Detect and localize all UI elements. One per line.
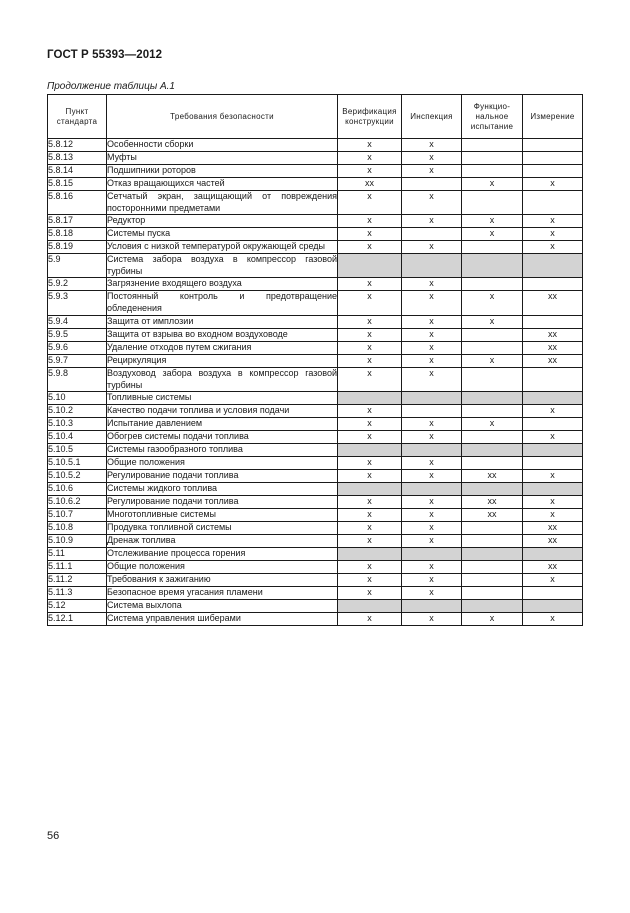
requirement-text-cell: Рециркуляция	[107, 354, 338, 367]
functional-test-cell: x	[462, 613, 523, 626]
requirement-text-cell: Воздуховод забора воздуха в компрессор газовой турбины	[107, 367, 338, 391]
design-verification-cell	[338, 392, 402, 405]
inspection-cell	[402, 228, 462, 241]
functional-test-cell	[462, 367, 523, 391]
requirement-text-cell: Испытание давлением	[107, 418, 338, 431]
table-row	[48, 241, 583, 254]
functional-test-cell: x	[462, 228, 523, 241]
clause-number-cell: 5.9.8	[48, 367, 107, 391]
table-row	[48, 522, 583, 535]
functional-test-cell	[462, 535, 523, 548]
requirement-text-cell: Дренаж топлива	[107, 535, 338, 548]
clause-number-cell: 5.11	[48, 548, 107, 561]
inspection-cell: x	[402, 354, 462, 367]
measurement-cell: xx	[523, 535, 583, 548]
inspection-cell: x	[402, 315, 462, 328]
functional-test-cell	[462, 241, 523, 254]
clause-number-cell: 5.9.4	[48, 315, 107, 328]
table-row	[48, 152, 583, 165]
measurement-cell	[523, 152, 583, 165]
inspection-cell: x	[402, 241, 462, 254]
clause-number-cell: 5.11.2	[48, 574, 107, 587]
inspection-cell: x	[402, 431, 462, 444]
design-verification-cell: x	[338, 405, 402, 418]
inspection-cell: x	[402, 328, 462, 341]
requirement-text-cell: Топливные системы	[107, 392, 338, 405]
clause-number-cell: 5.10.5	[48, 444, 107, 457]
functional-test-cell: x	[462, 178, 523, 191]
inspection-cell: x	[402, 509, 462, 522]
table-row	[48, 354, 583, 367]
measurement-cell	[523, 457, 583, 470]
requirement-text-cell: Общие положения	[107, 457, 338, 470]
clause-number-cell: 5.9	[48, 254, 107, 278]
functional-test-cell	[462, 191, 523, 215]
clause-number-cell: 5.9.7	[48, 354, 107, 367]
requirement-text-cell: Системы жидкого топлива	[107, 483, 338, 496]
clause-number-cell: 5.10.7	[48, 509, 107, 522]
measurement-cell: x	[523, 613, 583, 626]
requirement-text-cell: Удаление отходов путем сжигания	[107, 341, 338, 354]
requirement-text-cell: Система забора воздуха в компрессор газовой турбины	[107, 254, 338, 278]
clause-number-cell: 5.10.9	[48, 535, 107, 548]
inspection-cell: x	[402, 470, 462, 483]
inspection-cell: x	[402, 535, 462, 548]
inspection-cell: x	[402, 587, 462, 600]
clause-number-cell: 5.10	[48, 392, 107, 405]
design-verification-cell: x	[338, 418, 402, 431]
table-row	[48, 418, 583, 431]
table-body	[48, 139, 583, 626]
design-verification-cell	[338, 483, 402, 496]
clause-number-cell: 5.10.2	[48, 405, 107, 418]
requirement-text-cell: Регулирование подачи топлива	[107, 470, 338, 483]
table-row	[48, 228, 583, 241]
measurement-cell	[523, 165, 583, 178]
measurement-cell	[523, 367, 583, 391]
requirement-text-cell: Регулирование подачи топлива	[107, 496, 338, 509]
design-verification-cell: x	[338, 341, 402, 354]
inspection-cell: x	[402, 613, 462, 626]
clause-number-cell: 5.8.13	[48, 152, 107, 165]
functional-test-cell	[462, 483, 523, 496]
requirement-text-cell: Общие положения	[107, 561, 338, 574]
measurement-cell: x	[523, 241, 583, 254]
measurement-cell: x	[523, 574, 583, 587]
measurement-cell	[523, 139, 583, 152]
measurement-cell: x	[523, 405, 583, 418]
inspection-cell	[402, 405, 462, 418]
design-verification-cell: xx	[338, 178, 402, 191]
table-caption: Продолжение таблицы А.1	[47, 81, 175, 92]
clause-number-cell: 5.9.3	[48, 291, 107, 315]
clause-number-cell: 5.8.17	[48, 215, 107, 228]
functional-test-cell	[462, 444, 523, 457]
design-verification-cell: x	[338, 139, 402, 152]
design-verification-cell: x	[338, 315, 402, 328]
functional-test-cell	[462, 152, 523, 165]
design-verification-cell: x	[338, 509, 402, 522]
inspection-cell: x	[402, 152, 462, 165]
measurement-cell	[523, 587, 583, 600]
functional-test-cell	[462, 457, 523, 470]
column-header-requirements: Требования безопасности	[107, 95, 338, 139]
inspection-cell	[402, 392, 462, 405]
table-row	[48, 587, 583, 600]
clause-number-cell: 5.9.5	[48, 328, 107, 341]
functional-test-cell	[462, 392, 523, 405]
requirement-text-cell: Сетчатый экран, защищающий от повреждения посторонними предметами	[107, 191, 338, 215]
requirement-text-cell: Требования к зажиганию	[107, 574, 338, 587]
design-verification-cell: x	[338, 522, 402, 535]
inspection-cell	[402, 444, 462, 457]
requirement-text-cell: Загрязнение входящего воздуха	[107, 278, 338, 291]
requirement-text-cell: Подшипники роторов	[107, 165, 338, 178]
inspection-cell: x	[402, 139, 462, 152]
table-row	[48, 165, 583, 178]
requirement-text-cell: Защита от имплозии	[107, 315, 338, 328]
table-section-row	[48, 254, 583, 278]
measurement-cell: x	[523, 228, 583, 241]
clause-number-cell: 5.11.1	[48, 561, 107, 574]
design-verification-cell: x	[338, 587, 402, 600]
measurement-cell: xx	[523, 341, 583, 354]
design-verification-cell: x	[338, 152, 402, 165]
column-header-measurement: Измерение	[523, 95, 583, 139]
design-verification-cell: x	[338, 367, 402, 391]
clause-number-cell: 5.10.5.2	[48, 470, 107, 483]
table-row	[48, 509, 583, 522]
measurement-cell	[523, 191, 583, 215]
functional-test-cell	[462, 278, 523, 291]
inspection-cell: x	[402, 165, 462, 178]
measurement-cell: x	[523, 470, 583, 483]
inspection-cell	[402, 600, 462, 613]
table-row	[48, 574, 583, 587]
inspection-cell: x	[402, 561, 462, 574]
design-verification-cell: x	[338, 278, 402, 291]
design-verification-cell: x	[338, 574, 402, 587]
table-row	[48, 191, 583, 215]
functional-test-cell	[462, 587, 523, 600]
table-row	[48, 431, 583, 444]
functional-test-cell: xx	[462, 509, 523, 522]
measurement-cell	[523, 254, 583, 278]
inspection-cell: x	[402, 191, 462, 215]
measurement-cell	[523, 278, 583, 291]
functional-test-cell	[462, 165, 523, 178]
functional-test-cell	[462, 405, 523, 418]
table-row	[48, 561, 583, 574]
design-verification-cell	[338, 600, 402, 613]
measurement-cell	[523, 315, 583, 328]
table-section-row	[48, 483, 583, 496]
design-verification-cell: x	[338, 470, 402, 483]
table-row	[48, 215, 583, 228]
measurement-cell: xx	[523, 328, 583, 341]
table-row	[48, 315, 583, 328]
table-row	[48, 470, 583, 483]
requirement-text-cell: Многотопливные системы	[107, 509, 338, 522]
clause-number-cell: 5.8.19	[48, 241, 107, 254]
table-header-row	[48, 95, 583, 139]
inspection-cell: x	[402, 367, 462, 391]
design-verification-cell: x	[338, 496, 402, 509]
functional-test-cell	[462, 254, 523, 278]
requirement-text-cell: Защита от взрыва во входном воздуховоде	[107, 328, 338, 341]
measurement-cell: x	[523, 509, 583, 522]
design-verification-cell	[338, 548, 402, 561]
requirement-text-cell: Обогрев системы подачи топлива	[107, 431, 338, 444]
design-verification-cell: x	[338, 328, 402, 341]
table-row	[48, 139, 583, 152]
functional-test-cell	[462, 548, 523, 561]
functional-test-cell: xx	[462, 496, 523, 509]
clause-number-cell: 5.10.5.1	[48, 457, 107, 470]
functional-test-cell	[462, 139, 523, 152]
clause-number-cell: 5.10.8	[48, 522, 107, 535]
inspection-cell: x	[402, 278, 462, 291]
inspection-cell: x	[402, 522, 462, 535]
measurement-cell: x	[523, 431, 583, 444]
clause-number-cell: 5.8.12	[48, 139, 107, 152]
clause-number-cell: 5.10.4	[48, 431, 107, 444]
functional-test-cell	[462, 561, 523, 574]
table-row	[48, 535, 583, 548]
functional-test-cell: x	[462, 291, 523, 315]
design-verification-cell: x	[338, 535, 402, 548]
inspection-cell	[402, 483, 462, 496]
functional-test-cell	[462, 431, 523, 444]
requirement-text-cell: Муфты	[107, 152, 338, 165]
requirement-text-cell: Редуктор	[107, 215, 338, 228]
requirement-text-cell: Условия с низкой температурой окружающей среды	[107, 241, 338, 254]
inspection-cell: x	[402, 574, 462, 587]
document-header: ГОСТ Р 55393—2012	[47, 49, 163, 61]
clause-number-cell: 5.9.6	[48, 341, 107, 354]
table-row	[48, 613, 583, 626]
measurement-cell	[523, 418, 583, 431]
requirement-text-cell: Система управления шиберами	[107, 613, 338, 626]
measurement-cell: xx	[523, 561, 583, 574]
inspection-cell	[402, 548, 462, 561]
measurement-cell	[523, 600, 583, 613]
requirements-table	[47, 94, 583, 626]
measurement-cell	[523, 392, 583, 405]
clause-number-cell: 5.9.2	[48, 278, 107, 291]
design-verification-cell: x	[338, 165, 402, 178]
clause-number-cell: 5.8.16	[48, 191, 107, 215]
requirement-text-cell: Постоянный контроль и предотвращение обледенения	[107, 291, 338, 315]
measurement-cell	[523, 444, 583, 457]
design-verification-cell: x	[338, 561, 402, 574]
clause-number-cell: 5.10.6	[48, 483, 107, 496]
inspection-cell: x	[402, 215, 462, 228]
table-row	[48, 328, 583, 341]
page-number: 56	[47, 830, 60, 842]
design-verification-cell	[338, 254, 402, 278]
table-row	[48, 278, 583, 291]
design-verification-cell	[338, 444, 402, 457]
functional-test-cell: xx	[462, 470, 523, 483]
table-row	[48, 367, 583, 391]
table-section-row	[48, 392, 583, 405]
design-verification-cell: x	[338, 354, 402, 367]
functional-test-cell	[462, 328, 523, 341]
functional-test-cell: x	[462, 354, 523, 367]
design-verification-cell: x	[338, 457, 402, 470]
clause-number-cell: 5.8.14	[48, 165, 107, 178]
inspection-cell: x	[402, 418, 462, 431]
measurement-cell: xx	[523, 291, 583, 315]
table-section-row	[48, 548, 583, 561]
functional-test-cell	[462, 522, 523, 535]
column-header-clause: Пункт стандарта	[48, 95, 107, 139]
functional-test-cell: x	[462, 315, 523, 328]
inspection-cell	[402, 178, 462, 191]
measurement-cell: xx	[523, 522, 583, 535]
inspection-cell: x	[402, 496, 462, 509]
table-row	[48, 178, 583, 191]
design-verification-cell: x	[338, 291, 402, 315]
clause-number-cell: 5.10.3	[48, 418, 107, 431]
design-verification-cell: x	[338, 613, 402, 626]
functional-test-cell: x	[462, 418, 523, 431]
requirement-text-cell: Отказ вращающихся частей	[107, 178, 338, 191]
requirement-text-cell: Система выхлопа	[107, 600, 338, 613]
inspection-cell: x	[402, 291, 462, 315]
requirement-text-cell: Отслеживание процесса горения	[107, 548, 338, 561]
functional-test-cell	[462, 600, 523, 613]
inspection-cell	[402, 254, 462, 278]
measurement-cell	[523, 548, 583, 561]
inspection-cell: x	[402, 457, 462, 470]
clause-number-cell: 5.10.6.2	[48, 496, 107, 509]
column-header-inspection: Инспекция	[402, 95, 462, 139]
column-header-functional-test: Функцио-нальное испытание	[462, 95, 523, 139]
functional-test-cell	[462, 341, 523, 354]
requirement-text-cell: Продувка топливной системы	[107, 522, 338, 535]
table-row	[48, 457, 583, 470]
design-verification-cell: x	[338, 215, 402, 228]
design-verification-cell: x	[338, 191, 402, 215]
table-row	[48, 405, 583, 418]
functional-test-cell	[462, 574, 523, 587]
measurement-cell	[523, 483, 583, 496]
design-verification-cell: x	[338, 431, 402, 444]
requirement-text-cell: Особенности сборки	[107, 139, 338, 152]
design-verification-cell: x	[338, 228, 402, 241]
measurement-cell: x	[523, 215, 583, 228]
requirement-text-cell: Качество подачи топлива и условия подачи	[107, 405, 338, 418]
measurement-cell: xx	[523, 354, 583, 367]
clause-number-cell: 5.12	[48, 600, 107, 613]
clause-number-cell: 5.11.3	[48, 587, 107, 600]
table-section-row	[48, 600, 583, 613]
column-header-design-verification: Верификация конструкции	[338, 95, 402, 139]
clause-number-cell: 5.12.1	[48, 613, 107, 626]
functional-test-cell: x	[462, 215, 523, 228]
table-row	[48, 496, 583, 509]
inspection-cell: x	[402, 341, 462, 354]
clause-number-cell: 5.8.15	[48, 178, 107, 191]
measurement-cell: x	[523, 496, 583, 509]
requirement-text-cell: Безопасное время угасания пламени	[107, 587, 338, 600]
measurement-cell: x	[523, 178, 583, 191]
requirement-text-cell: Системы пуска	[107, 228, 338, 241]
clause-number-cell: 5.8.18	[48, 228, 107, 241]
table-row	[48, 291, 583, 315]
table-row	[48, 341, 583, 354]
requirement-text-cell: Системы газообразного топлива	[107, 444, 338, 457]
table-section-row	[48, 444, 583, 457]
design-verification-cell: x	[338, 241, 402, 254]
